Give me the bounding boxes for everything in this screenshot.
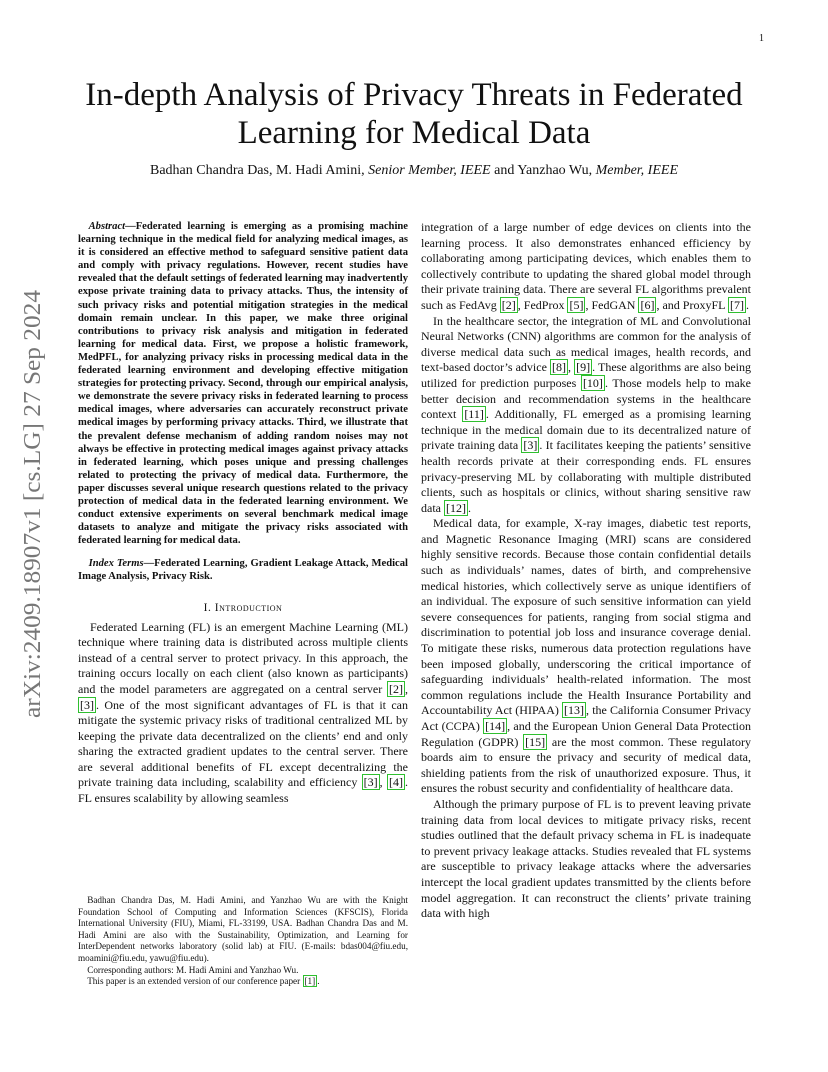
citation-link[interactable]: [6] — [640, 297, 655, 312]
paragraph-text: . FL ensures scalability by allowing seamless — [78, 775, 409, 806]
author-name: Badhan Chandra Das — [150, 163, 269, 178]
author-separator: , — [268, 163, 276, 178]
paragraph-text: . — [317, 976, 320, 987]
abstract-label: Abstract — [88, 221, 126, 232]
author-name: Yanzhao Wu — [517, 163, 589, 178]
author-name: M. Hadi Amini — [275, 163, 362, 178]
abstract — [78, 220, 408, 547]
page-number: 1 — [759, 33, 764, 44]
right-column — [421, 220, 751, 922]
citation-link[interactable]: [13] — [564, 703, 585, 718]
citation-link[interactable]: [2] — [389, 681, 403, 696]
paragraph-text: , FedGAN — [585, 297, 639, 312]
citation-link[interactable]: [8] — [552, 360, 567, 375]
index-terms-text: —Federated Learning, Gradient Leakage Attack, Medical Image Analysis, Privacy Risk. — [78, 558, 408, 583]
section-heading: I. Introduction — [203, 601, 283, 614]
paragraph-text: Federated Learning (FL) is an emergent Machine Learning (ML) technique where training data is distributed across multiple clients instead of a central server to protect privacy. In this approach, the training occurs locally on each client (also known as participants) and the model parameters are aggregated on a central server — [78, 619, 408, 696]
body-paragraph — [421, 516, 751, 797]
paragraph-text: , the California Consumer Privacy Act (CCPA) — [421, 703, 752, 733]
citation-link[interactable]: [1] — [304, 976, 316, 987]
paragraph-text: , — [568, 360, 575, 375]
citation-link[interactable]: [3] — [80, 697, 94, 712]
index-terms-label: Index Terms — [88, 558, 144, 570]
paragraph-text: . Additionally, FL emerged as a promising learning technique in the medical domain due to its decentralized nature of private training data — [421, 407, 751, 453]
author-list — [60, 162, 768, 179]
footnote — [78, 965, 408, 977]
body-paragraph — [421, 797, 751, 922]
arxiv-identifier — [10, 290, 50, 720]
citation-link[interactable]: [14] — [485, 719, 506, 733]
body-paragraph — [421, 220, 751, 314]
citation-link[interactable]: [7] — [730, 297, 745, 312]
citation-link[interactable]: [5] — [569, 297, 584, 312]
author-membership: Member, IEEE — [595, 163, 678, 178]
paragraph-text: . — [746, 297, 750, 312]
footnote — [78, 895, 408, 965]
paragraph-text: , and ProxyFL — [656, 297, 729, 312]
author-separator: , — [588, 163, 596, 178]
body-paragraph — [78, 620, 408, 807]
index-terms — [78, 557, 408, 583]
citation-link[interactable]: [11] — [464, 407, 484, 422]
footnote — [78, 976, 408, 988]
citation-link[interactable]: [3] — [523, 438, 538, 453]
citation-link[interactable]: [15] — [525, 734, 546, 749]
paragraph-text: , — [405, 681, 408, 696]
footnotes — [78, 895, 408, 988]
paragraph-text: , — [379, 775, 388, 790]
body-paragraph — [421, 314, 751, 517]
paragraph-text: Corresponding authors: M. Hadi Amini and Yanzhao Wu. — [87, 964, 299, 975]
citation-link[interactable]: [9] — [576, 360, 591, 375]
citation-link[interactable]: [12] — [446, 500, 466, 515]
paragraph-text: , and the European Union General Data Protection Regulation (GDPR) — [421, 719, 751, 749]
arxiv-id-text: arXiv:2409.18907v1 [cs.LG] 27 Sep 2024 — [20, 312, 46, 718]
paragraph-text: Although the primary purpose of FL is to prevent leaving private training data from local devices to mitigate privacy risks, recent studies outlined that the default privacy schema in FL is inadequate to prevent privacy leakage attacks. Studies revealed that FL systems are susceptible to privacy leakage attacks where the adversaries intercept the local gradient updates transmitted by the clients before model aggregation. It can reconstruct the clients’ private training data with high — [421, 796, 751, 921]
author-separator: and — [490, 163, 518, 178]
paragraph-text: In the healthcare sector, the integration of ML and Convolutional Neural Networks (CNN) algorithms are common for the analysis of diverse medical data such as medical images, health records, and text-based doctor’s advice — [421, 313, 751, 375]
paragraph-text: Badhan Chandra Das, M. Hadi Amini, and Yanzhao Wu are with the Knight Foundation School of Computing and Information Sciences (KFSCIS), Florida International University (FIU), Miami, FL-33199, USA. Badhan Chandra Das and M. Hadi Amini are also with the Sustainability, Optimization, and Learning for InterDependent networks laboratory (solid lab) at FIU. (E-mails: bdas004@fiu.edu, moamini@fiu.edu, yawu@fiu.edu). — [78, 895, 408, 963]
paragraph-text: Medical data, for example, X-ray images, diabetic test reports, and Magnetic Resonance Imaging (MRI) scans are considered highly sensitive records. Because those contain confidential details such as individuals’ names, dates of birth, and comprehensive medical histories, which collectively serve as unique identifiers of an individual. The exposure of such sensitive information can yield severe consequences for patients, ranging from social stigma and discrimination to potential job loss and insurance coverage denial. To mitigate these risks, numerous data protection regulations have been imposed globally, underscoring the critical importance of safeguarding individuals’ health-related information. The most common regulations include the Health Insurance Portability and Accountability Act (HIPAA) — [421, 516, 751, 718]
citation-link[interactable]: [10] — [582, 375, 603, 390]
paragraph-text: . It facilitates keeping the patients’ sensitive health records private at their corresponding ends. FL ensures privacy-preserving ML by collaborating with multiple distributed clients, such as hospitals or clinics, without sharing sensitive raw data — [421, 438, 751, 515]
paper-title: In-depth Analysis of Privacy Threats in Federated Learning for Medical Data — [85, 77, 743, 151]
citation-link[interactable]: [2] — [501, 297, 516, 312]
paragraph-text: . — [468, 500, 471, 515]
citation-link[interactable]: [4] — [389, 775, 404, 790]
paragraph-text: This paper is an extended version of our conference paper — [87, 976, 303, 987]
citation-link[interactable]: [3] — [363, 775, 378, 790]
paragraph-text: are the most common. These regulatory boards aim to ensure the privacy and security of medical data, shielding patients from the risk of unauthorized exposure. Thus, it ensures the robust security and confidentiality of healthcare data. — [421, 734, 751, 796]
paragraph-text: . These algorithms are also being utilized for prediction purposes — [421, 360, 752, 390]
left-body — [78, 620, 408, 807]
author-separator: , — [361, 163, 369, 178]
paragraph-text: , FedProx — [517, 297, 568, 312]
paragraph-text: . One of the most significant advantages of FL is that it can mitigate the systemic privacy risks of traditional centralized ML by keeping the private data decentralized on the clients’ end and only sharing the extracted gradient updates to the central server. There are several additional benefits of FL except decentralizing the private training data including, scalability and efficiency — [78, 697, 408, 790]
abstract-text: —Federated learning is emerging as a promising machine learning technique in the medical field for analyzing medical images, as it is considered an effective method to safeguard sensitive patient data and comply with privacy regulations. However, recent studies have revealed that the default settings of federated learning may inadvertently expose private training data to privacy attacks. Thus, the intensity of such privacy risks and potential mitigation strategies in the medical domain remain unclear. In this paper, we make three original contributions to privacy risk analysis and mitigation in federated learning for medical data. First, we propose a holistic framework, MedPFL, for analyzing privacy risks in processing medical data in the federated learning environment and developing effective mitigation strategies for protecting privacy. Second, through our empirical analysis, we demonstrate the severe privacy risks in federated learning to process medical images, where adversaries can accurately reconstruct private medical images by performing privacy attacks. Third, we illustrate that the prevalent defense mechanism of adding random noises may not always be effective in protecting medical images against privacy attacks in federated learning, which poses unique and pressing challenges related to protecting the privacy of medical data. Furthermore, the paper discusses several unique research questions related to the privacy protection of medical data in the federated learning environment. We conduct extensive experiments on several benchmark medical image datasets to analyze and mitigate the privacy risks associated with federated learning for medical data. — [78, 221, 408, 547]
author-membership: Senior Member, IEEE — [368, 163, 491, 178]
left-column — [78, 220, 408, 807]
paragraph-text: . Those models help to make better decision and recommendation systems in the healthcare context — [421, 375, 751, 422]
paragraph-text: integration of a large number of edge devices on clients into the learning process. It also demonstrates enhanced efficiency by collaborating among participating devices, which enables them to collectively contribute to updating the shared global model through their private training data. There are several FL algorithms prevalent such as FedAvg — [421, 220, 751, 312]
